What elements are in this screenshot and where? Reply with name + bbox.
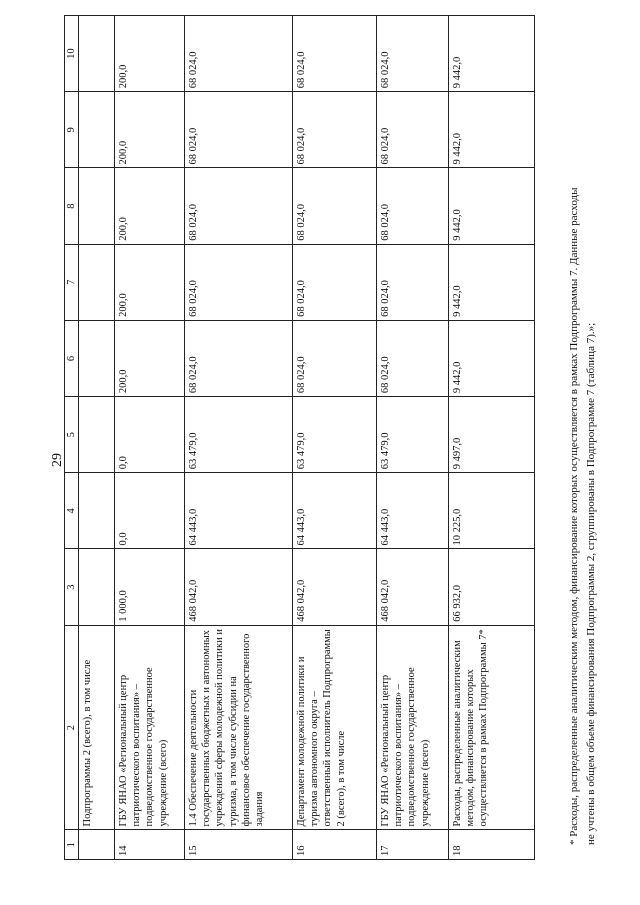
- row-name: Расходы, распределенные аналитическим методом, финансирование которых осуществляется в рамках Подпрограммы 7*: [449, 625, 535, 830]
- value-cell: [79, 244, 115, 320]
- value-cell: 0,0: [115, 473, 185, 549]
- row-name: ГБУ ЯНАО «Региональный центр патриотического воспитания» – подведомственное государственное учреждение (всего): [115, 625, 185, 830]
- value-cell: 68 024,0: [185, 320, 293, 396]
- value-cell: 63 479,0: [377, 397, 449, 473]
- value-cell: [79, 549, 115, 625]
- table-row: [293, 16, 377, 860]
- value-cell: 64 443,0: [377, 473, 449, 549]
- value-cell: [79, 397, 115, 473]
- value-cell: 68 024,0: [293, 168, 377, 244]
- column-header: 5: [65, 397, 79, 473]
- value-cell: [79, 320, 115, 396]
- value-cell: 9 442,0: [449, 320, 535, 396]
- value-cell: [79, 168, 115, 244]
- value-cell: 468 042,0: [377, 549, 449, 625]
- value-cell: 64 443,0: [293, 473, 377, 549]
- value-cell: 468 042,0: [293, 549, 377, 625]
- row-number: [79, 830, 115, 860]
- row-name: ГБУ ЯНАО «Региональный центр патриотического воспитания» – подведомственное государственное учреждение (всего): [377, 625, 449, 830]
- column-header: 4: [65, 473, 79, 549]
- table-header-row: [65, 16, 79, 860]
- table-row: [185, 16, 293, 860]
- table-row: [377, 16, 449, 860]
- value-cell: 68 024,0: [185, 92, 293, 168]
- value-cell: 68 024,0: [293, 320, 377, 396]
- row-name: Департамент молодежной политики и туризма автономного округа – ответственный исполнитель Подпрограммы 2 (всего), в том числе: [293, 625, 377, 830]
- value-cell: [79, 473, 115, 549]
- value-cell: 68 024,0: [185, 244, 293, 320]
- value-cell: 468 042,0: [185, 549, 293, 625]
- table-row: [115, 16, 185, 860]
- row-name: Подпрограммы 2 (всего), в том числе: [79, 625, 115, 830]
- row-number: 15: [185, 830, 293, 860]
- value-cell: 200,0: [115, 168, 185, 244]
- page-number: 29: [50, 453, 65, 467]
- footnote-line: не учтены в общем объеме финансирования Подпрограммы 2, сгруппированы в Подпрограмме 7 (таблица 7).»;: [585, 322, 598, 845]
- row-number: 18: [449, 830, 535, 860]
- column-header: 7: [65, 244, 79, 320]
- value-cell: 9 442,0: [449, 16, 535, 92]
- column-header: 1: [65, 830, 79, 860]
- value-cell: [79, 16, 115, 92]
- column-header: 6: [65, 320, 79, 396]
- value-cell: 68 024,0: [293, 16, 377, 92]
- value-cell: 68 024,0: [377, 320, 449, 396]
- value-cell: 68 024,0: [185, 168, 293, 244]
- row-number: 16: [293, 830, 377, 860]
- row-name: 1.4 Обеспечение деятельности государственных бюджетных и автономных учреждений сферы молодежной политики и туризма, в том числе субсидии на финансовое обеспечение государственного задания: [185, 625, 293, 830]
- column-header: 8: [65, 168, 79, 244]
- table-row: [79, 16, 115, 860]
- column-header: 10: [65, 16, 79, 92]
- value-cell: [79, 92, 115, 168]
- value-cell: 68 024,0: [377, 92, 449, 168]
- value-cell: 66 932,0: [449, 549, 535, 625]
- column-header: 9: [65, 92, 79, 168]
- value-cell: 200,0: [115, 16, 185, 92]
- value-cell: 200,0: [115, 244, 185, 320]
- value-cell: 68 024,0: [293, 244, 377, 320]
- value-cell: 200,0: [115, 92, 185, 168]
- value-cell: 68 024,0: [377, 16, 449, 92]
- value-cell: 9 442,0: [449, 92, 535, 168]
- value-cell: 1 000,0: [115, 549, 185, 625]
- footnote-line: * Расходы, распределенные аналитическим методом, финансирование которых осуществляется в рамках Подпрограммы 7. Данные расходы: [568, 187, 580, 845]
- column-header: 2: [65, 625, 79, 830]
- value-cell: 68 024,0: [377, 244, 449, 320]
- footnote: [566, 25, 600, 845]
- value-cell: 68 024,0: [377, 168, 449, 244]
- value-cell: 9 442,0: [449, 168, 535, 244]
- value-cell: 63 479,0: [185, 397, 293, 473]
- column-header: 3: [65, 549, 79, 625]
- budget-table: [64, 15, 535, 860]
- value-cell: 9 442,0: [449, 244, 535, 320]
- row-number: 14: [115, 830, 185, 860]
- value-cell: 68 024,0: [185, 16, 293, 92]
- value-cell: 10 225,0: [449, 473, 535, 549]
- value-cell: 68 024,0: [293, 92, 377, 168]
- row-number: 17: [377, 830, 449, 860]
- value-cell: 200,0: [115, 320, 185, 396]
- value-cell: 64 443,0: [185, 473, 293, 549]
- value-cell: 9 497,0: [449, 397, 535, 473]
- value-cell: 63 479,0: [293, 397, 377, 473]
- table-row: [449, 16, 535, 860]
- value-cell: 0,0: [115, 397, 185, 473]
